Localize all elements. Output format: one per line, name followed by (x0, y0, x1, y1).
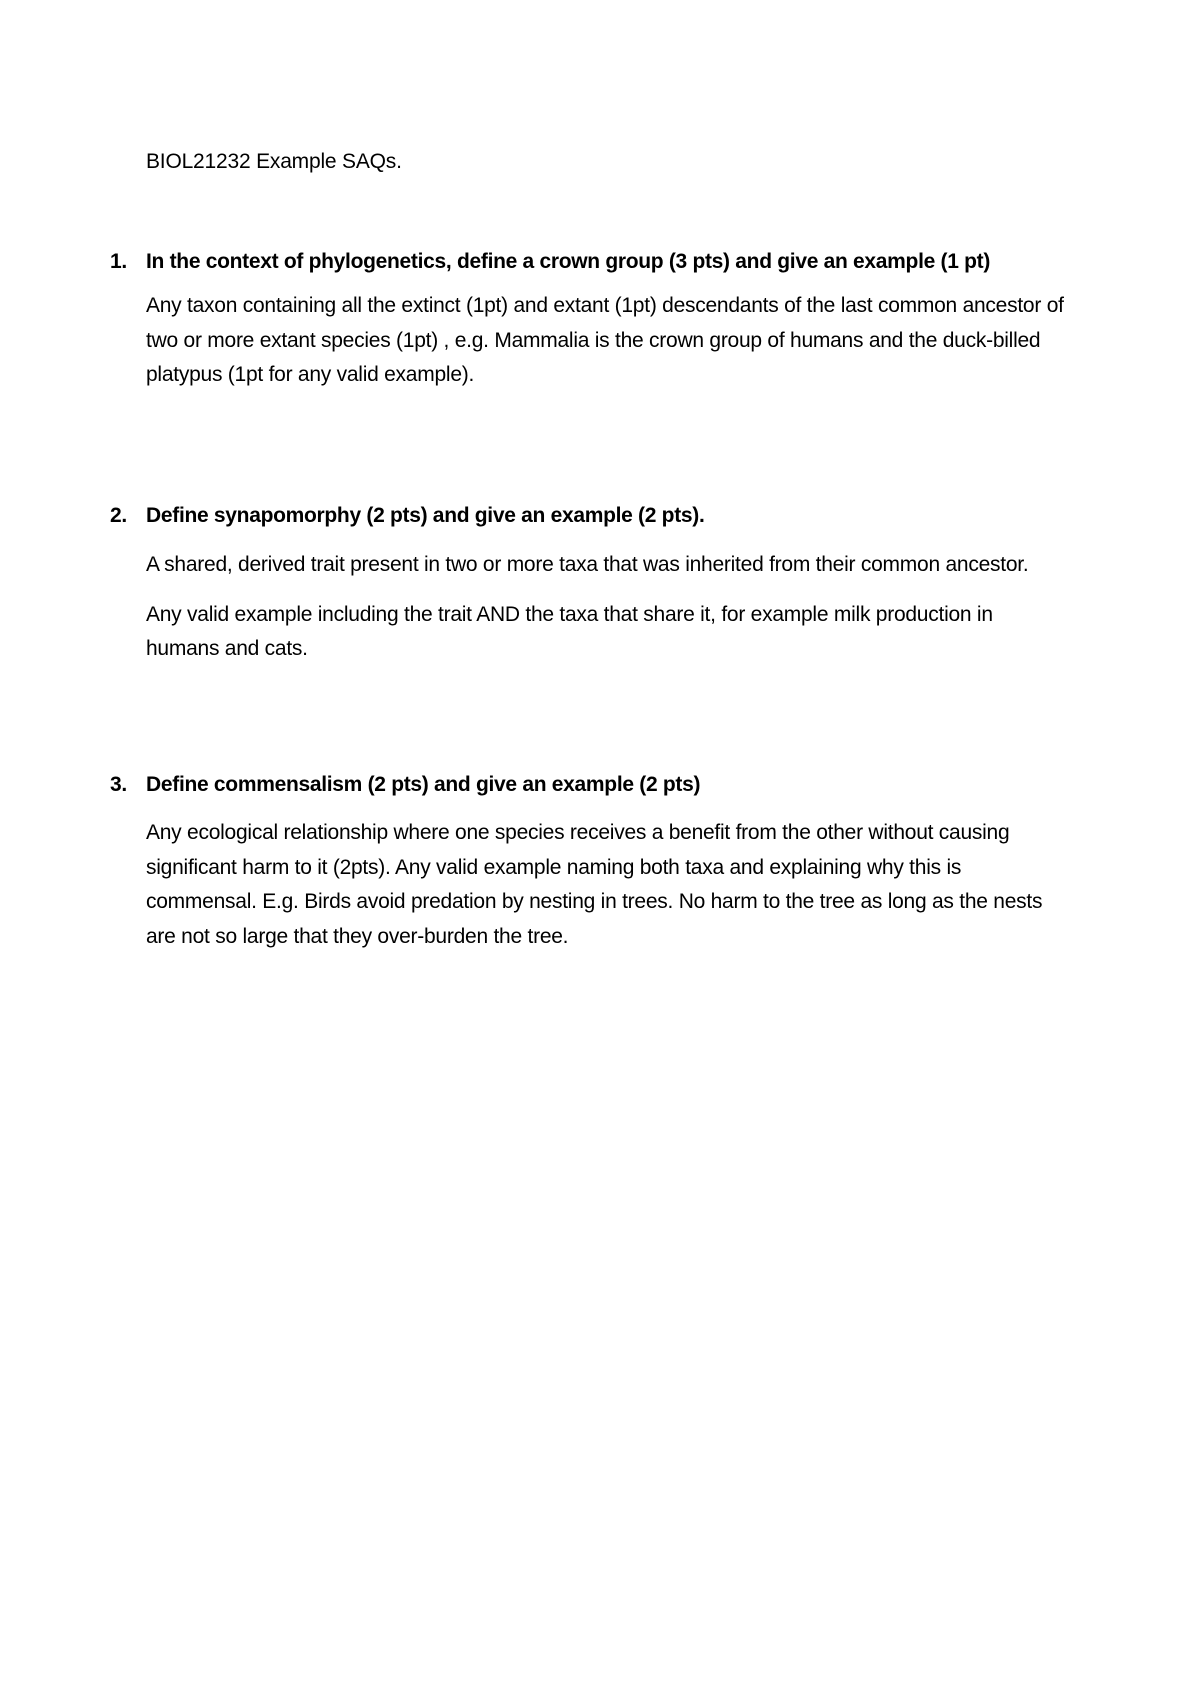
answer-paragraph: Any ecological relationship where one species receives a benefit from the other without causing significant harm to it (2pts). Any valid example naming both taxa and explaining why this is commensal. E.g. Birds avoid predation by nesting in trees. No harm to the tree as long as the nests are not so large that they over-burden the tree. (146, 821, 1043, 948)
question-text: Define synapomorphy (2 pts) and give an example (2 pts). (146, 504, 705, 527)
question-number: 3. (110, 773, 127, 796)
question-1 (110, 246, 1070, 393)
question-text: In the context of phylogenetics, define a crown group (3 pts) and give an example (1 pt) (146, 250, 991, 273)
question-number: 1. (110, 250, 127, 273)
question-heading (110, 246, 1070, 278)
answer-paragraph: A shared, derived trait present in two or more taxa that was inherited from their common ancestor. (146, 553, 1029, 576)
question-3 (110, 769, 1070, 954)
question-number: 2. (110, 504, 127, 527)
question-heading (110, 769, 1070, 801)
answer-paragraph: Any valid example including the trait AND the taxa that share it, for example milk production in humans and cats. (146, 602, 993, 660)
question-text: Define commensalism (2 pts) and give an example (2 pts) (146, 773, 701, 796)
answer-paragraph: Any taxon containing all the extinct (1pt) and extant (1pt) descendants of the last common ancestor of two or more extant species (1pt) , e.g. Mammalia is the crown group of humans and the duck-billed platypus (1pt for any valid example). (146, 294, 1064, 386)
question-2 (110, 500, 1070, 667)
question-heading (110, 500, 1070, 532)
document-title: BIOL21232 Example SAQs. (146, 150, 402, 173)
